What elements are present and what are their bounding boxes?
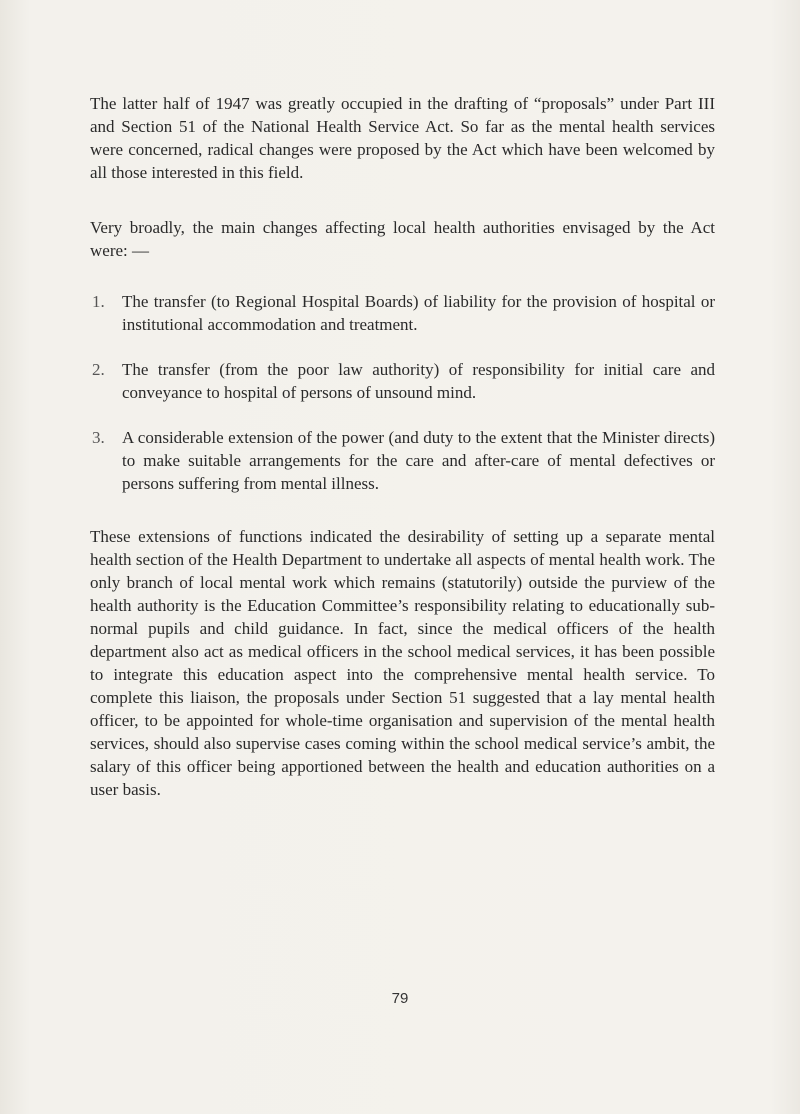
changes-list	[90, 290, 715, 495]
lead-in-paragraph: Very broadly, the main changes affecting local health authorities envisaged by the Act were: —	[90, 218, 715, 260]
list-item	[90, 358, 715, 404]
list-item	[90, 290, 715, 336]
list-item-text: The transfer (from the poor law authority) of responsibility for initial care and conveyance to hospital of persons of unsound mind.	[122, 360, 715, 402]
list-item	[90, 426, 715, 495]
page-number: 79	[391, 990, 409, 1007]
list-item-number: 1.	[92, 292, 105, 311]
extensions-paragraph: These extensions of functions indicated the desirability of setting up a separate mental health section of the Health Department to undertake all aspects of mental health work. The only branch of local mental work which remains (statutorily) outside the purview of the health authority is the Education Committee’s responsibility relating to educationally sub-normal pupils and child guidance. In fact, since the medical officers of the health department also act as medical officers in the school medical services, it has been possible to integrate this education aspect into the comprehensive mental health service. To complete this liaison, the proposals under Section 51 suggested that a lay mental health officer, to be appointed for whole-time organisation and supervision of the mental health services, should also supervise cases coming within the school medical service’s ambit, the salary of this officer being apportioned between the health and education authorities on a user basis.	[90, 527, 715, 799]
list-item-text: The transfer (to Regional Hospital Boards) of liability for the provision of hospital or institutional accommodation and treatment.	[122, 292, 715, 334]
page-body	[90, 92, 715, 801]
list-item-number: 3.	[92, 428, 105, 447]
intro-paragraph: The latter half of 1947 was greatly occupied in the drafting of “proposals” under Part III and Section 51 of the National Health Service Act. So far as the mental health services were concerned, radical changes were proposed by the Act which have been welcomed by all those interested in this field.	[90, 94, 715, 182]
list-item-text: A considerable extension of the power (and duty to the extent that the Minister directs) to make suitable arrangements for the care and after-care of mental defectives or persons suffering from mental illness.	[122, 428, 715, 493]
list-item-number: 2.	[92, 360, 105, 379]
